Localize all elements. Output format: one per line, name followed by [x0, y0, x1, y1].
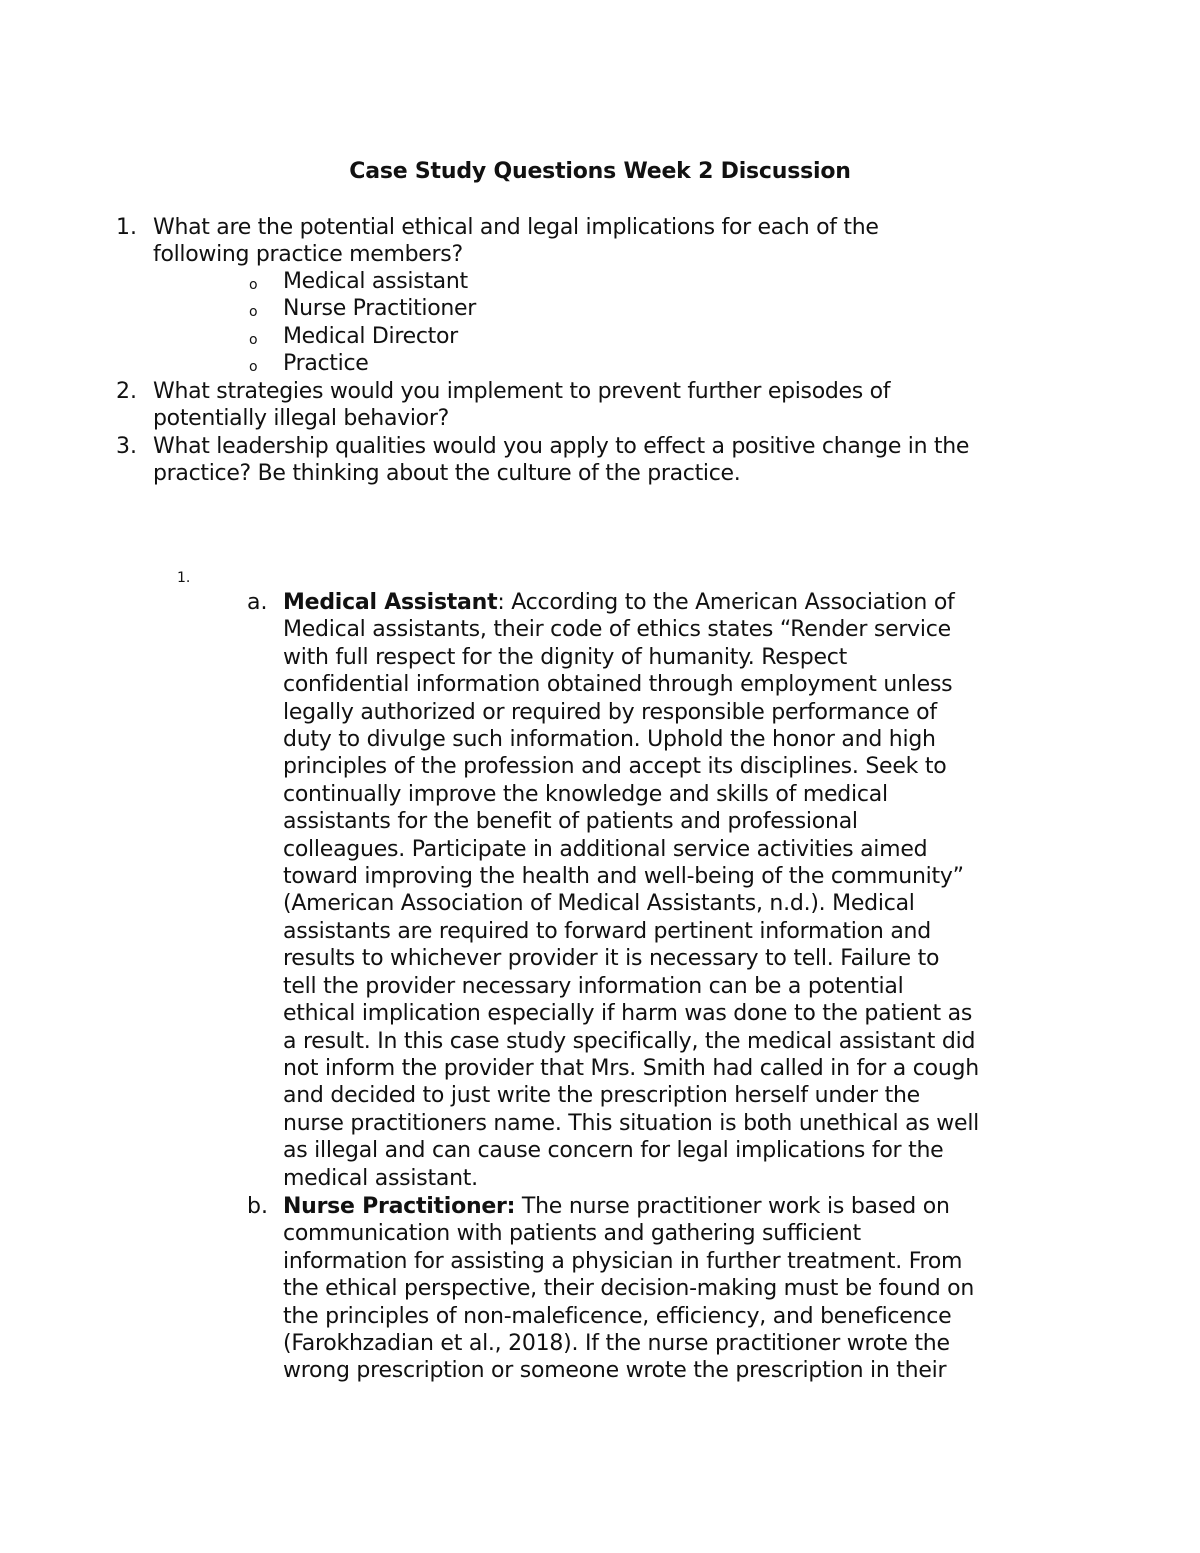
- answer-line: principles of the profession and accept its disciplines. Seek to: [283, 754, 947, 780]
- answer-line: as illegal and can cause concern for legal implications for the: [283, 1138, 944, 1164]
- question-text-line: practice? Be thinking about the culture of the practice.: [153, 461, 741, 486]
- question-text-line: following practice members?: [153, 242, 463, 267]
- answer-line: confidential information obtained through employment unless: [283, 672, 953, 698]
- answer-line: medical assistant.: [283, 1165, 478, 1191]
- question-text-line: What strategies would you implement to prevent further episodes of: [153, 379, 891, 404]
- answer-line: wrong prescription or someone wrote the prescription in their: [283, 1358, 947, 1384]
- answer-line: and decided to just write the prescription herself under the: [283, 1083, 920, 1109]
- sub-item-label: Medical Director: [283, 324, 458, 349]
- answer-line: a result. In this case study specifically, the medical assistant did: [283, 1028, 976, 1054]
- answer-paragraph-nurse-practitioner: [283, 1193, 1083, 1385]
- question-text-line: potentially illegal behavior?: [153, 406, 449, 431]
- answer-number: 1.: [177, 570, 191, 586]
- answer-line: (American Association of Medical Assistants, n.d.). Medical: [283, 891, 915, 917]
- question-number: 2.: [116, 379, 137, 404]
- answer-line: not inform the provider that Mrs. Smith had called in for a cough: [283, 1055, 979, 1081]
- question-text-line: What are the potential ethical and legal implications for each of the: [153, 215, 879, 240]
- answer-line: Medical assistants, their code of ethics states “Render service: [283, 617, 951, 643]
- question-number: 3.: [116, 434, 137, 459]
- answer-line: legally authorized or required by responsible performance of: [283, 699, 937, 725]
- circle-bullet-icon: o: [249, 277, 258, 293]
- answer-line: duty to divulge such information. Uphold the honor and high: [283, 727, 936, 753]
- answer-line: information for assisting a physician in further treatment. From: [283, 1248, 963, 1274]
- page-title: Case Study Questions Week 2 Discussion: [349, 159, 851, 184]
- circle-bullet-icon: o: [249, 304, 258, 320]
- answer-line: results to whichever provider it is necessary to tell. Failure to: [283, 946, 940, 972]
- answer-paragraph-medical-assistant: [283, 589, 1083, 1192]
- answer-line: continually improve the knowledge and skills of medical: [283, 781, 888, 807]
- answer-line: assistants are required to forward pertinent information and: [283, 918, 931, 944]
- answer-line: with full respect for the dignity of humanity. Respect: [283, 644, 847, 670]
- sub-item-label: Practice: [283, 351, 369, 376]
- answer-line: the principles of non-maleficence, efficiency, and beneficence: [283, 1303, 952, 1329]
- answer-letter: a.: [247, 590, 268, 615]
- answer-line: colleagues. Participate in additional service activities aimed: [283, 836, 928, 862]
- answer-line: ethical implication especially if harm was done to the patient as: [283, 1001, 973, 1027]
- answer-line: (Farokhzadian et al., 2018). If the nurse practitioner wrote the: [283, 1331, 950, 1357]
- question-text-line: What leadership qualities would you apply to effect a positive change in the: [153, 434, 970, 459]
- answer-line: nurse practitioners name. This situation is both unethical as well: [283, 1110, 980, 1136]
- answer-line: toward improving the health and well-being of the community”: [283, 864, 964, 890]
- circle-bullet-icon: o: [249, 359, 258, 375]
- answer-line: communication with patients and gathering sufficient: [283, 1221, 861, 1247]
- answer-first-line: Medical Assistant: According to the American Association of: [283, 590, 955, 615]
- answer-heading: Medical Assistant: [283, 590, 498, 615]
- answer-line: tell the provider necessary information can be a potential: [283, 973, 904, 999]
- answer-line: the ethical perspective, their decision-making must be found on: [283, 1276, 975, 1302]
- answer-line: assistants for the benefit of patients and professional: [283, 809, 858, 835]
- circle-bullet-icon: o: [249, 332, 258, 348]
- answer-first-line: Nurse Practitioner: The nurse practitioner work is based on: [283, 1194, 950, 1219]
- answer-letter: b.: [247, 1194, 268, 1219]
- sub-item-label: Medical assistant: [283, 269, 468, 294]
- answer-heading: Nurse Practitioner:: [283, 1194, 516, 1219]
- question-number: 1.: [116, 215, 137, 240]
- sub-item-label: Nurse Practitioner: [283, 296, 476, 321]
